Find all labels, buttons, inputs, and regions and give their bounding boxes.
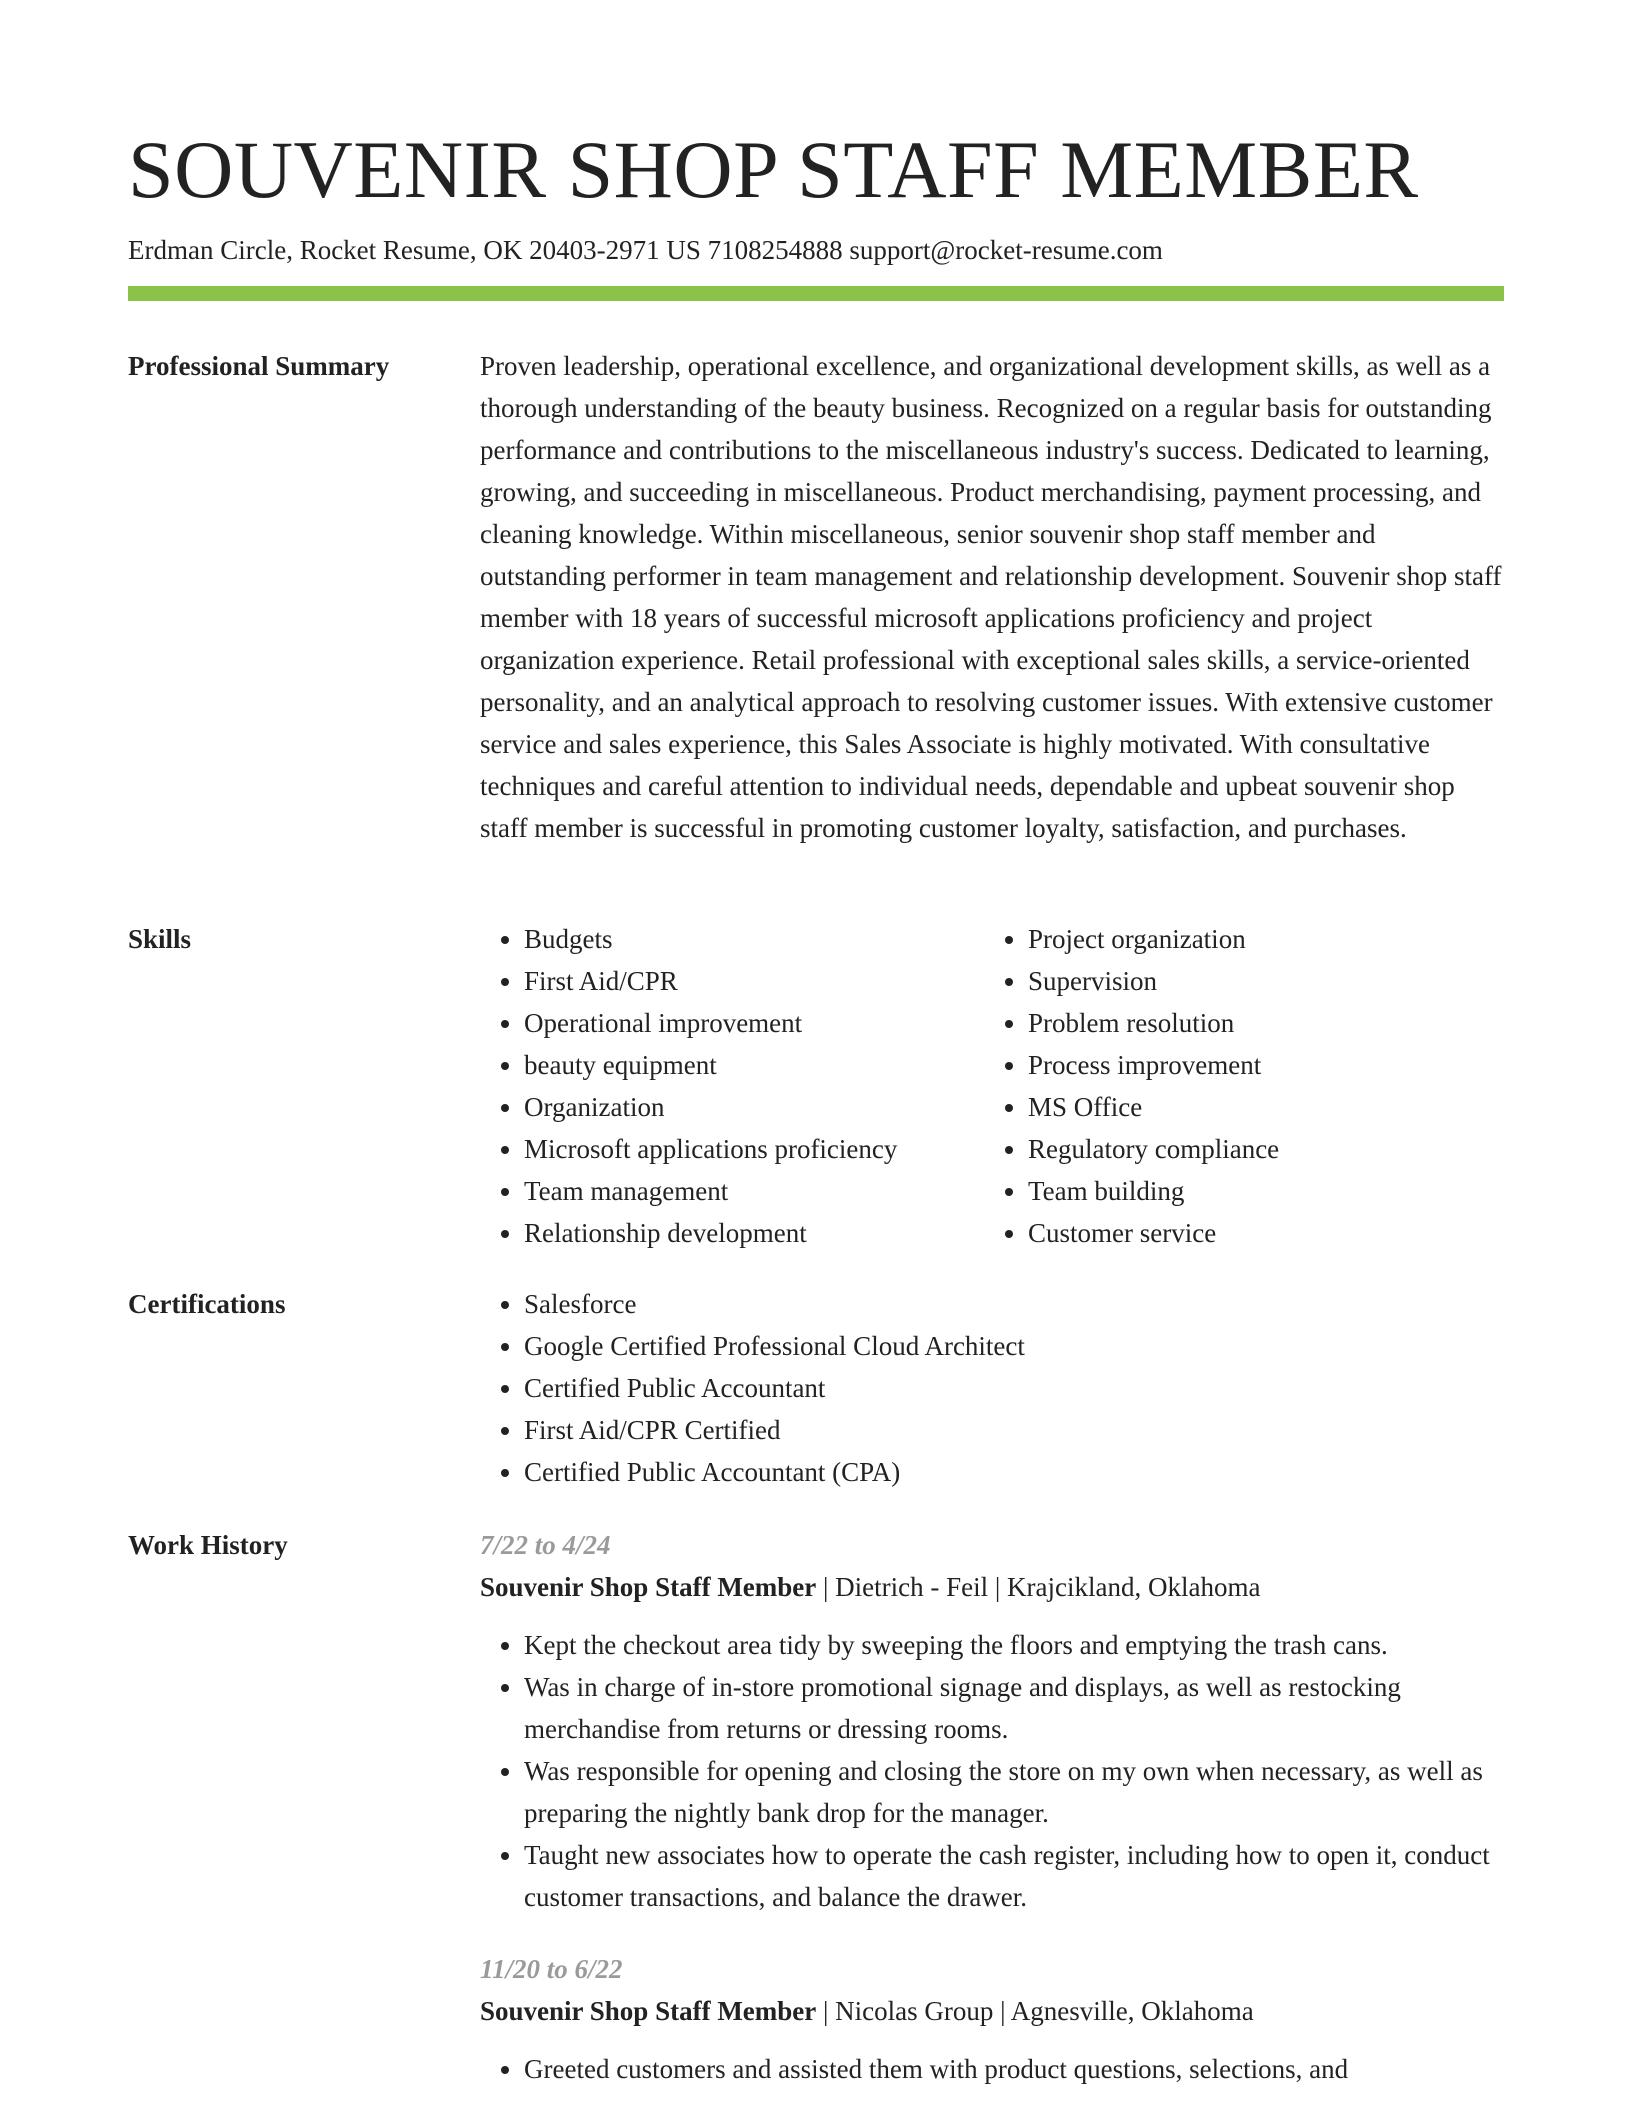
certification-item: • Google Certified Professional Cloud Architect (524, 1325, 1504, 1367)
skill-item: • Team management (524, 1170, 984, 1212)
job-dates: 7/22 to 4/24 (480, 1530, 611, 1560)
skill-item: • Process improvement (1028, 1044, 1548, 1086)
certifications-section (128, 1283, 1504, 1493)
skill-item: • Problem resolution (1028, 1002, 1548, 1044)
skill-item: • Customer service (1028, 1212, 1548, 1254)
skills-list-right (984, 918, 1548, 1254)
job-bullets (480, 2048, 1504, 2090)
job-title: Souvenir Shop Staff Member (480, 1572, 817, 1602)
skill-item: • Organization (524, 1086, 984, 1128)
accent-rule (128, 286, 1504, 301)
skill-item: • Relationship development (524, 1212, 984, 1254)
job-bullet: • Greeted customers and assisted them with product questions, selections, and (524, 2048, 1504, 2090)
skill-item: • MS Office (1028, 1086, 1548, 1128)
job-bullet: • Kept the checkout area tidy by sweeping the floors and emptying the trash cans. (524, 1624, 1504, 1666)
summary-section (128, 345, 1504, 849)
skill-item: • Budgets (524, 918, 984, 960)
job-bullet: • Taught new associates how to operate the cash register, including how to open it, conduct customer transactions, and balance the drawer. (524, 1834, 1504, 1918)
job-entry (480, 1524, 1504, 1918)
certification-item: • First Aid/CPR Certified (524, 1409, 1504, 1451)
skill-item: • First Aid/CPR (524, 960, 984, 1002)
skills-section (128, 918, 1504, 1254)
certification-item: • Certified Public Accountant (CPA) (524, 1451, 1504, 1493)
skill-item: • Regulatory compliance (1028, 1128, 1548, 1170)
summary-text: Proven leadership, operational excellence, and organizational development skills, as well as a thorough understanding of the beauty business. Recognized on a regular basis for outstanding performance and contributions to the miscellaneous industry's success. Dedicated to learning, growing, and succeeding in miscellaneous. Product merchandising, payment processing, and cleaning knowledge. Within miscellaneous, senior souvenir shop staff member and outstanding performer in team management and relationship development. Souvenir shop staff member with 18 years of successful microsoft applications proficiency and project organization experience. Retail professional with exceptional sales skills, a service-oriented personality, and an analytical approach to resolving customer issues. With extensive customer service and sales experience, this Sales Associate is highly motivated. With consultative techniques and careful attention to individual needs, dependable and upbeat souvenir shop staff member is successful in promoting customer loyalty, satisfaction, and purchases. (480, 351, 1502, 843)
skill-item: • Operational improvement (524, 1002, 984, 1044)
section-label-certifications: Certifications (128, 1289, 286, 1319)
job-details: | Nicolas Group | Agnesville, Oklahoma (816, 1996, 1254, 2026)
skill-item: • Team building (1028, 1170, 1548, 1212)
skill-item: • Project organization (1028, 918, 1548, 960)
job-title: Souvenir Shop Staff Member (480, 1996, 817, 2026)
skill-item: • beauty equipment (524, 1044, 984, 1086)
job-bullet: • Was in charge of in-store promotional signage and displays, as well as restocking merchandise from returns or dressing rooms. (524, 1666, 1504, 1750)
job-dates: 11/20 to 6/22 (480, 1954, 623, 1984)
certification-item: • Certified Public Accountant (524, 1367, 1504, 1409)
page-title: SOUVENIR SHOP STAFF MEMBER (128, 124, 1419, 215)
job-heading (480, 1566, 1504, 1608)
job-entry (480, 1948, 1504, 2090)
skills-list-left (480, 918, 984, 1254)
section-label-skills: Skills (128, 924, 192, 954)
job-details: | Dietrich - Feil | Krajcikland, Oklahoma (816, 1572, 1261, 1602)
skill-item: • Microsoft applications proficiency (524, 1128, 984, 1170)
resume-header (128, 120, 1504, 301)
section-label-summary: Professional Summary (128, 351, 390, 381)
certification-item: • Salesforce (524, 1283, 1504, 1325)
job-bullet: • Was responsible for opening and closing the store on my own when necessary, as well as preparing the nightly bank drop for the manager. (524, 1750, 1504, 1834)
skill-item: • Supervision (1028, 960, 1548, 1002)
section-label-work-history: Work History (128, 1530, 288, 1560)
job-bullets (480, 1624, 1504, 1918)
job-heading (480, 1990, 1504, 2032)
certifications-list (480, 1283, 1504, 1493)
work-history-section (128, 1524, 1504, 2090)
contact-line: Erdman Circle, Rocket Resume, OK 20403-2971 US 7108254888 support@rocket-resume.com (128, 235, 1163, 265)
